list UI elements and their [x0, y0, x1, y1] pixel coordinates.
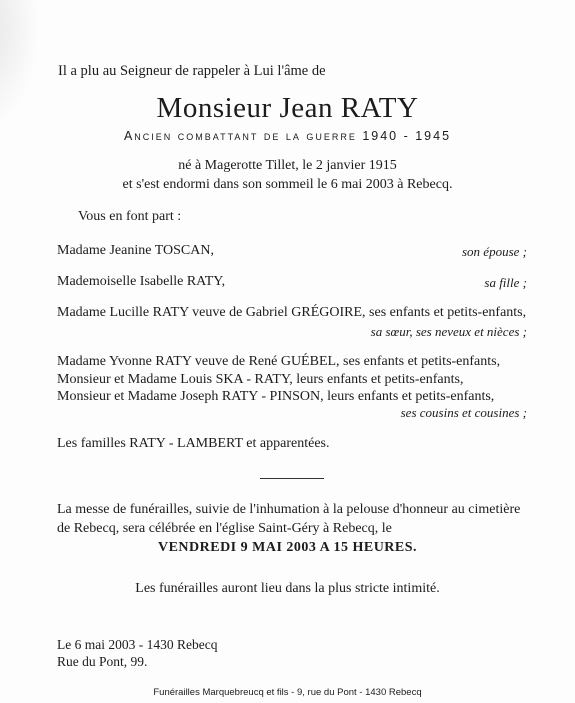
family-role-cousins: ses cousins et cousines ;: [400, 405, 527, 420]
funeral-date: VENDREDI 9 MAI 2003 A 15 HEURES.: [157, 540, 418, 555]
family-name-daughter: Mademoiselle Isabelle RATY,: [57, 274, 226, 289]
divider-line: [260, 478, 324, 479]
deceased-title: Ancien combattant de la guerre 1940 - 1945: [123, 129, 452, 143]
family-name-cousins-1: Madame Yvonne RATY veuve de René GUÉBEL, ses enfants et petits-enfants,: [57, 354, 501, 369]
birth-line: né à Magerotte Tillet, le 2 janvier 1915: [178, 158, 397, 173]
family-role-spouse: son épouse ;: [462, 244, 527, 259]
place-date: Le 6 mai 2003 - 1430 Rebecq: [57, 637, 218, 652]
family-name-cousins-3: Monsieur et Madame Joseph RATY - PINSON, leurs enfants et petits-enfants,: [57, 389, 495, 404]
family-role-daughter: sa fille ;: [484, 275, 527, 290]
deceased-name: Monsieur Jean RATY: [156, 92, 419, 124]
family-name-spouse: Madame Jeanine TOSCAN,: [57, 243, 214, 258]
intimacy-text: Les funérailles auront lieu dans la plus stricte intimité.: [135, 581, 440, 596]
mass-text-line-1: La messe de funérailles, suivie de l'inhumation à la pelouse d'honneur au cimetière: [57, 502, 521, 517]
family-role-sister: sa sœur, ses neveux et nièces ;: [370, 324, 527, 339]
address: Rue du Pont, 99.: [57, 654, 148, 669]
announce-text: Vous en font part :: [78, 209, 182, 224]
family-name-cousins-2: Monsieur et Madame Louis SKA - RATY, leurs enfants et petits-enfants,: [57, 372, 464, 387]
family-name-related: Les familles RATY - LAMBERT et apparentées.: [57, 436, 330, 451]
death-line: et s'est endormi dans son sommeil le 6 mai 2003 à Rebecq.: [122, 177, 453, 192]
family-name-sister: Madame Lucille RATY veuve de Gabriel GRÉGOIRE, ses enfants et petits-enfants,: [57, 305, 527, 320]
intro-text: Il a plu au Seigneur de rappeler à Lui l'âme de: [58, 63, 326, 79]
footer-funeral-home: Funérailles Marquebreucq et fils - 9, rue du Pont - 1430 Rebecq: [153, 687, 422, 698]
mass-text-line-2: de Rebecq, sera célébrée en l'église Saint-Géry à Rebecq, le: [57, 521, 392, 536]
